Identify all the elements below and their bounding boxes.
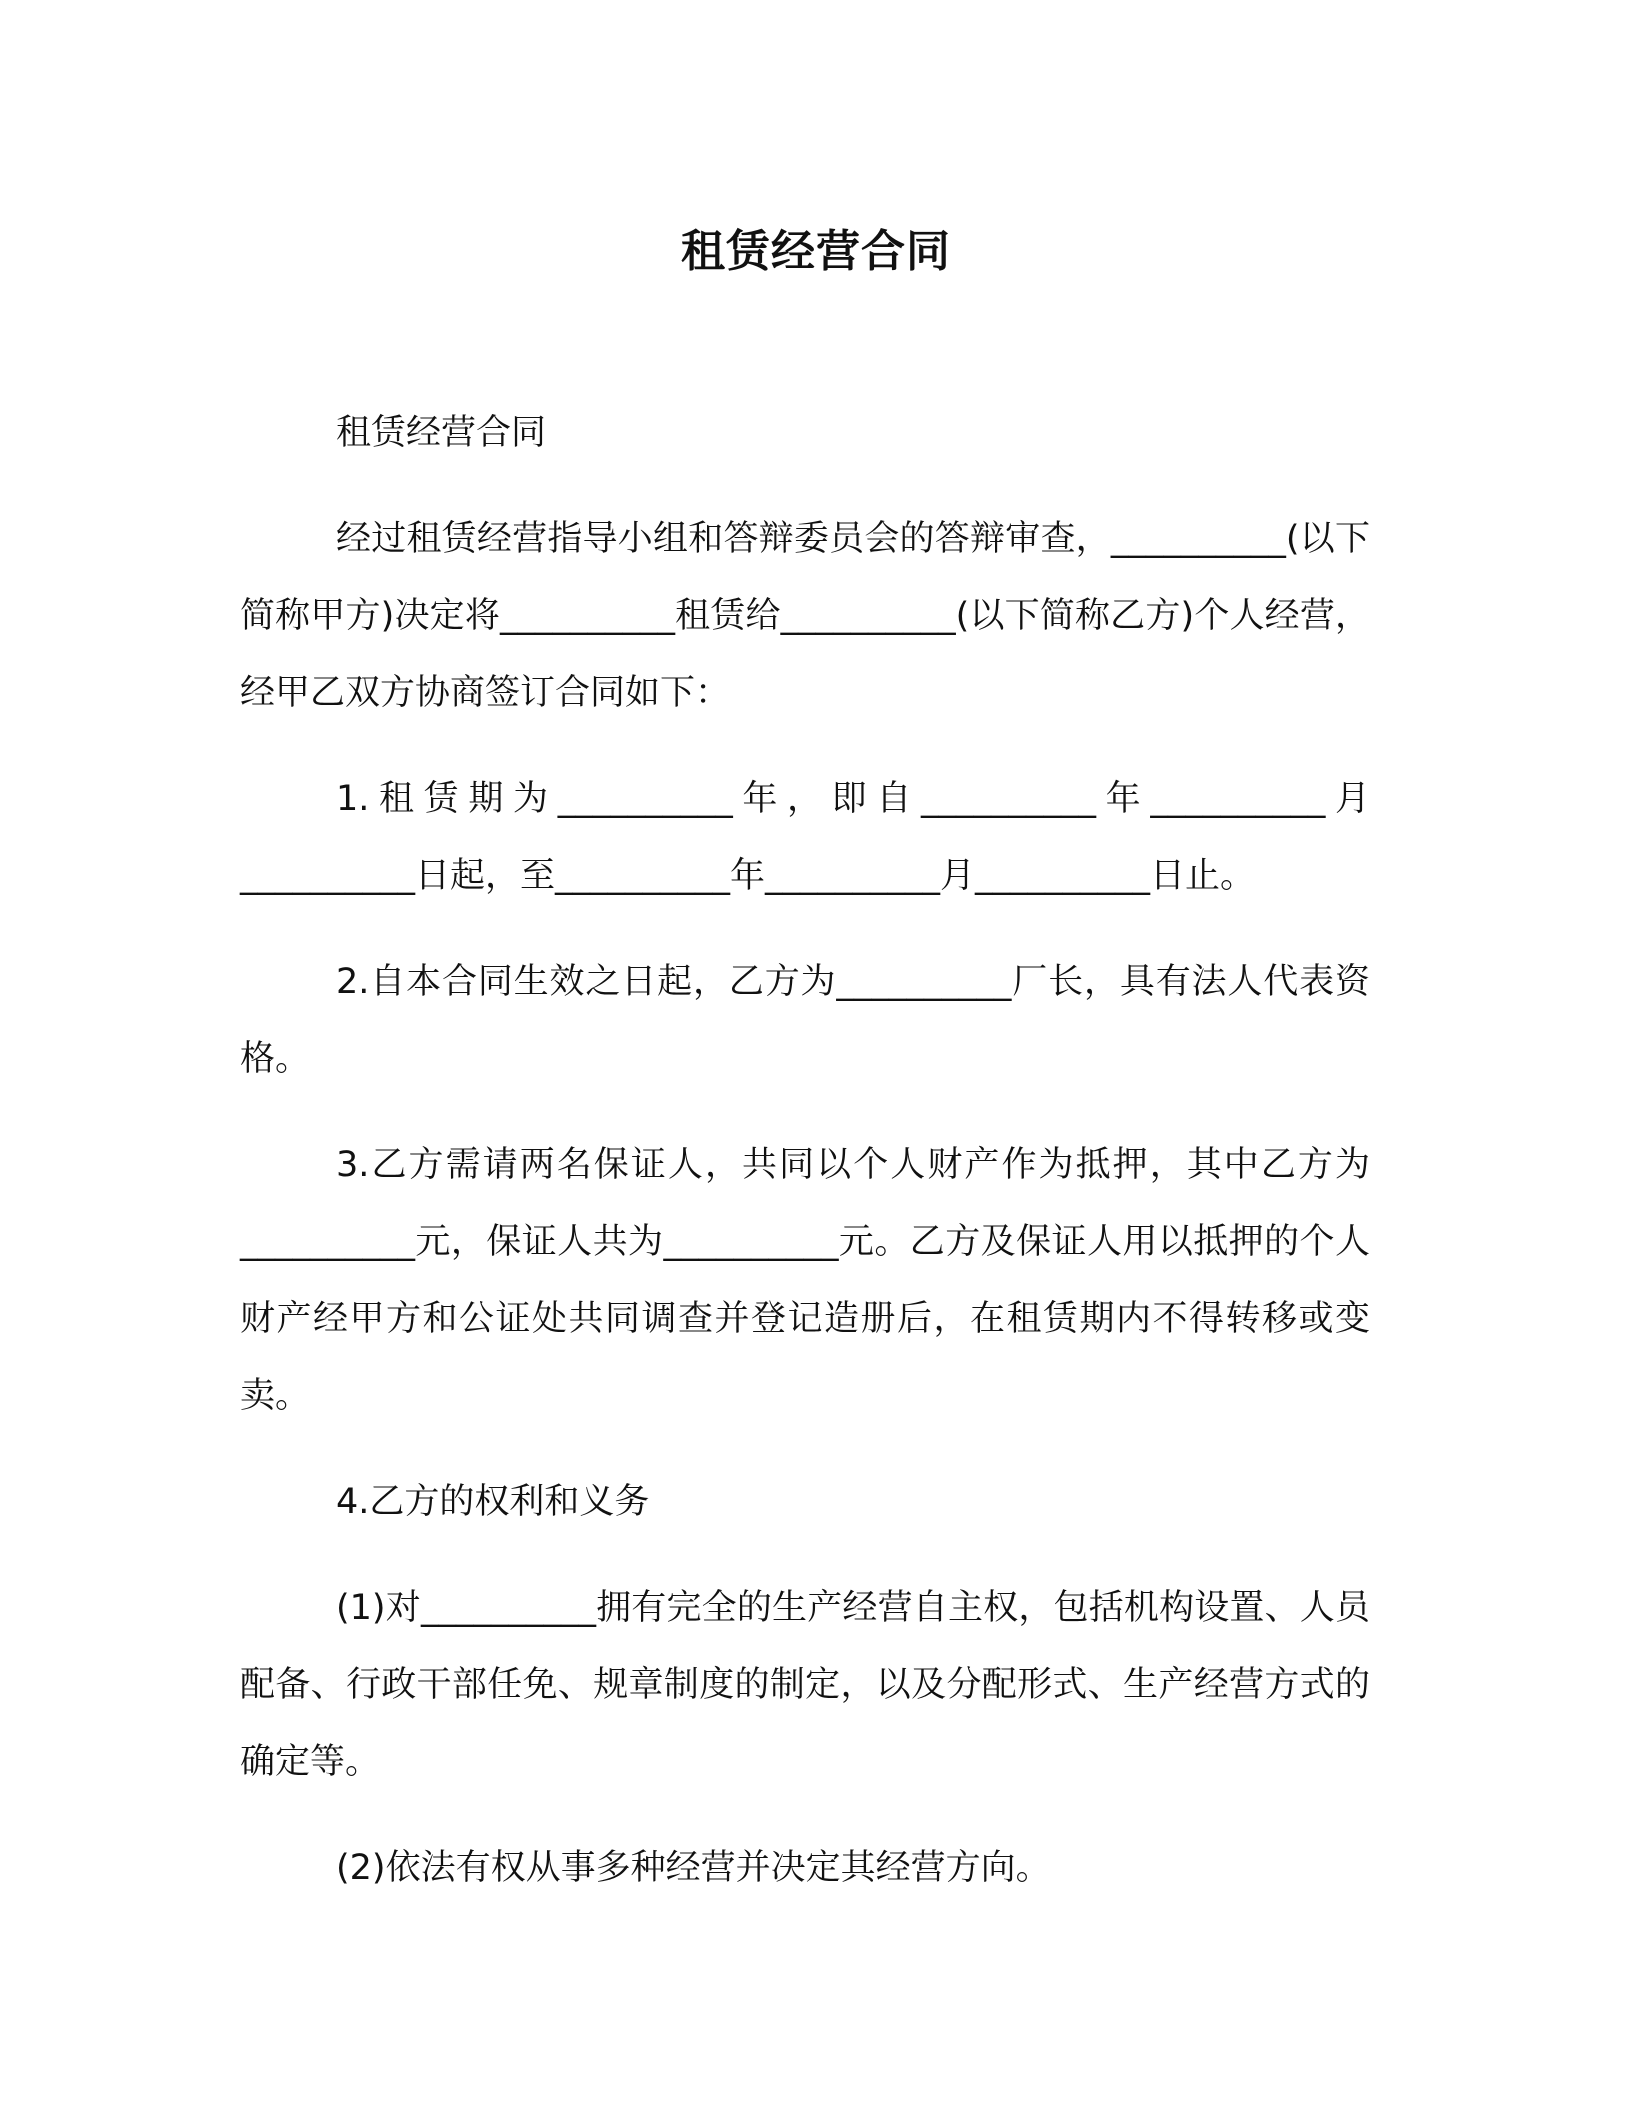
paragraph-clause-1: 1.租赁期为__________年，即自__________年__________月__________日起，至__________年__________月__________日止。 [240, 779, 1370, 896]
paragraph-clause-4-2: (2)依法有权从事多种经营并决定其经营方向。 [336, 1848, 1051, 1888]
document-body [240, 395, 1370, 1936]
paragraph-clause-2: 2.自本合同生效之日起，乙方为__________厂长，具有法人代表资格。 [240, 962, 1370, 1079]
paragraph-clause-4: 4.乙方的权利和义务 [336, 1482, 650, 1522]
document-title: 租赁经营合同 [681, 226, 951, 277]
paragraph-heading: 租赁经营合同 [336, 413, 547, 453]
paragraph-preamble: 经过租赁经营指导小组和答辩委员会的答辩审查，__________(以下简称甲方)决定将__________租赁给__________(以下简称乙方)个人经营，经甲乙双方协商签订合同如下： [240, 519, 1370, 713]
paragraph-clause-3: 3.乙方需请两名保证人，共同以个人财产作为抵押，其中乙方为__________元，保证人共为__________元。乙方及保证人用以抵押的个人财产经甲方和公证处共同调查并登记造册后，在租赁期内不得转移或变卖。 [240, 1145, 1370, 1416]
paragraph-clause-4-1: (1)对__________拥有完全的生产经营自主权，包括机构设置、人员配备、行政干部任免、规章制度的制定，以及分配形式、生产经营方式的确定等。 [240, 1588, 1370, 1782]
